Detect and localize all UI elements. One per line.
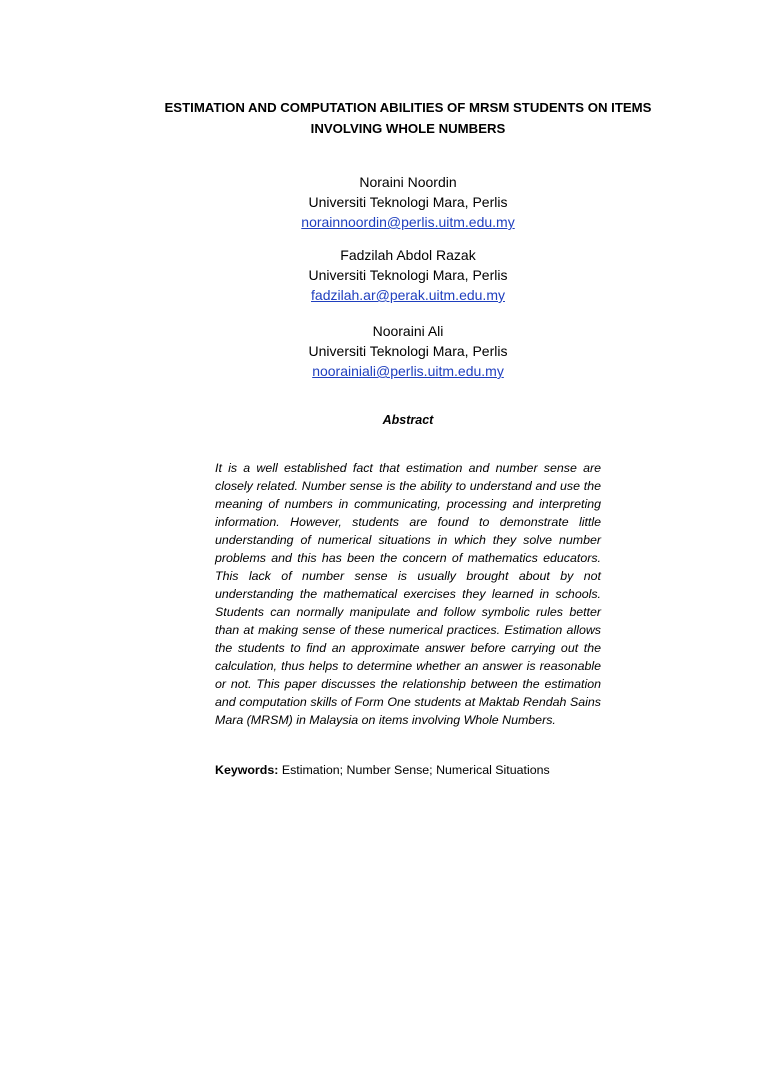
author-name: Nooraini Ali xyxy=(372,323,444,339)
author-email-link[interactable]: noorainiali@perlis.uitm.edu.my xyxy=(312,363,504,379)
author-affiliation: Universiti Teknologi Mara, Perlis xyxy=(308,267,508,283)
paper-title xyxy=(130,97,686,139)
keywords-text: Estimation; Number Sense; Numerical Situations xyxy=(281,763,550,777)
author-block-3 xyxy=(180,321,636,381)
author-email-link[interactable]: norainnoordin@perlis.uitm.edu.my xyxy=(301,214,515,230)
author-email-link[interactable]: fadzilah.ar@perak.uitm.edu.my xyxy=(311,287,505,303)
author-name: Noraini Noordin xyxy=(359,174,457,190)
title-line-1: ESTIMATION AND COMPUTATION ABILITIES OF MRSM STUDENTS ON ITEMS xyxy=(164,100,652,115)
title-line-2: INVOLVING WHOLE NUMBERS xyxy=(310,121,506,136)
abstract-heading: Abstract xyxy=(382,413,434,427)
author-name: Fadzilah Abdol Razak xyxy=(340,247,476,263)
author-block-1 xyxy=(180,172,636,232)
author-affiliation: Universiti Teknologi Mara, Perlis xyxy=(308,194,508,210)
abstract-text: It is a well established fact that estimation and number sense are closely related. Number sense is the ability to understand and use the meaning of numbers in communicating, processing and interpreting information. However, students are found to demonstrate little understanding of numerical situations in which they solve number problems and this has been the concern of mathematics educators. This lack of number sense is usually brought about by not understanding the mathematical exercises they learned in schools. Students can normally manipulate and follow symbolic rules better than at making sense of these numerical practices. Estimation allows the students to find an approximate answer before carrying out the calculation, thus helps to determine whether an answer is reasonable or not. This paper discusses the relationship between the estimation and computation skills of Form One students at Maktab Rendah Sains Mara (MRSM) in Malaysia on items involving Whole Numbers. xyxy=(215,461,601,727)
keywords-label: Keywords: xyxy=(215,763,279,777)
author-block-2 xyxy=(180,245,636,305)
keywords-line xyxy=(215,761,675,779)
author-affiliation: Universiti Teknologi Mara, Perlis xyxy=(308,343,508,359)
